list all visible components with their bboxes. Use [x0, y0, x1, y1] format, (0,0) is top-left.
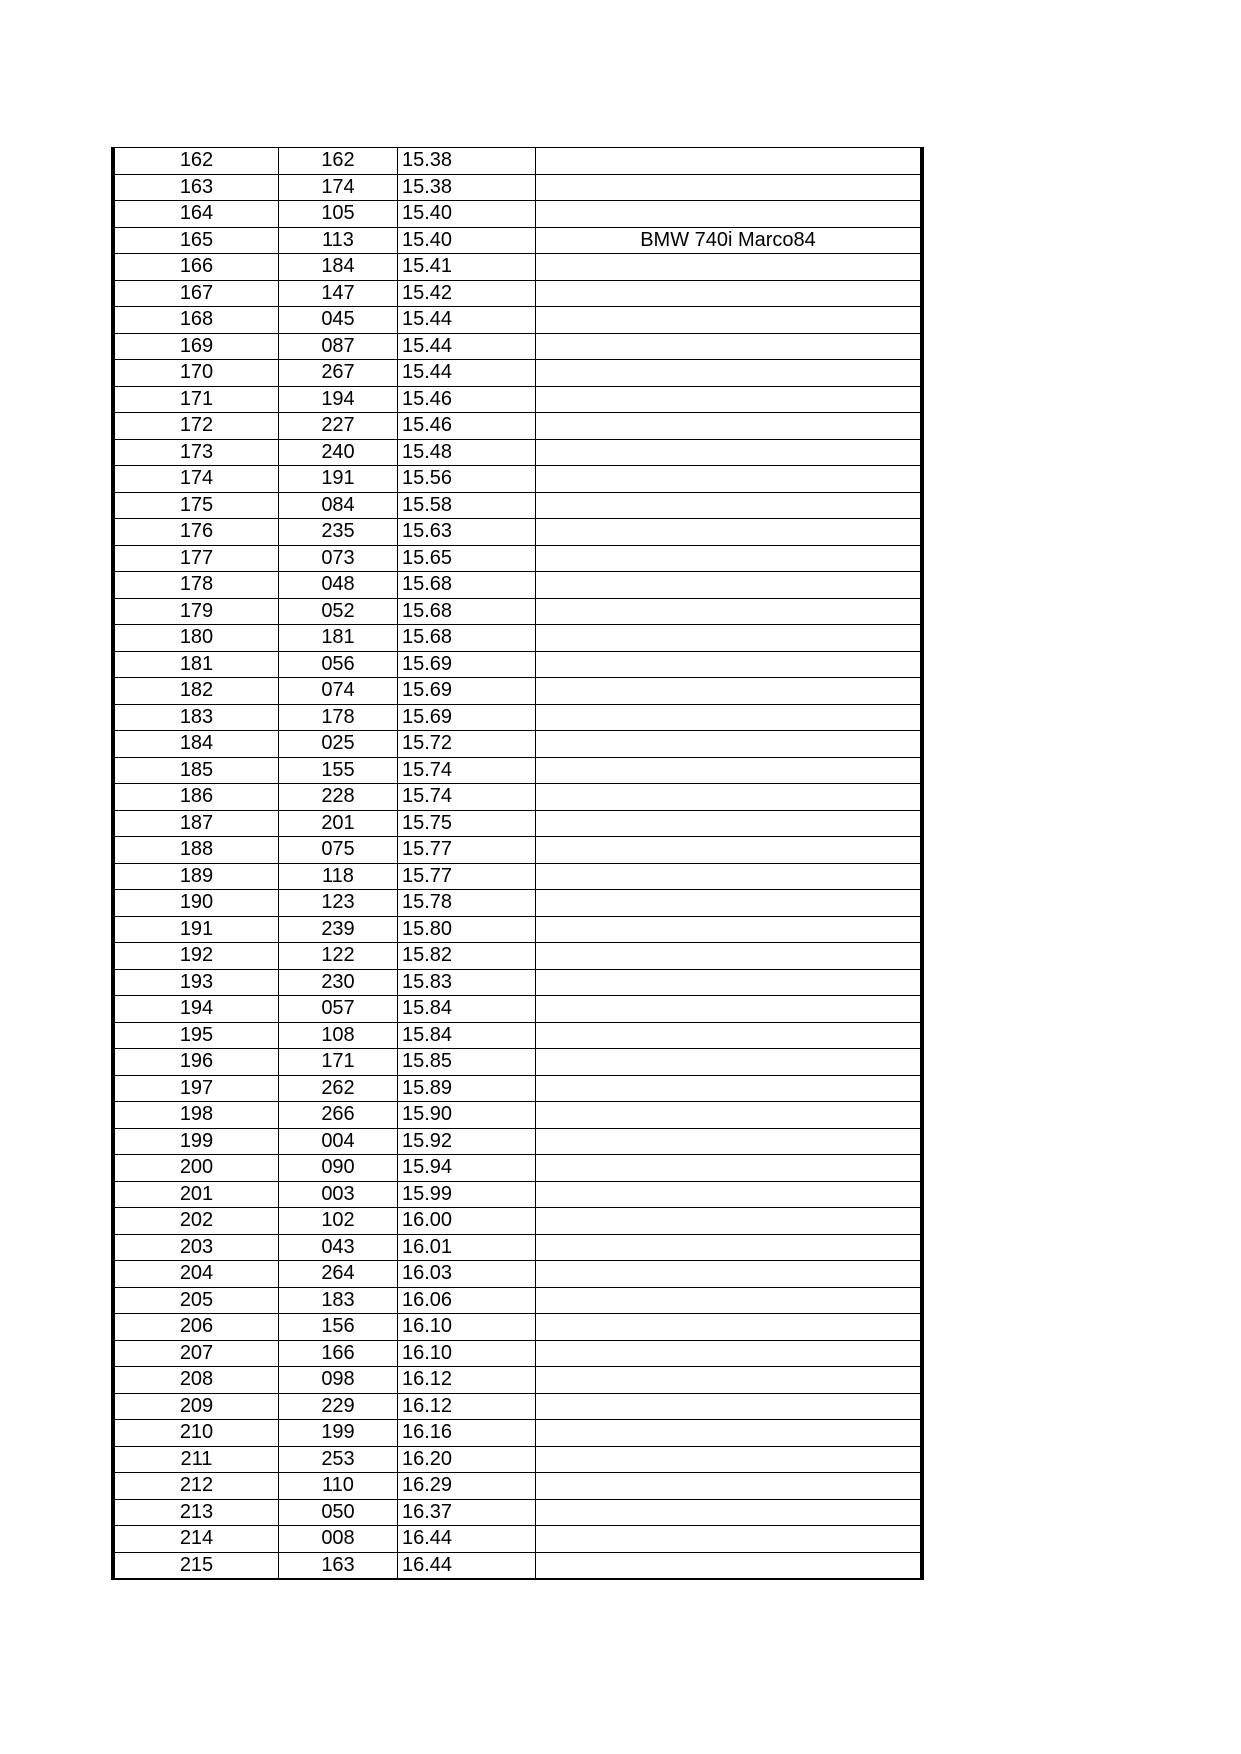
position-cell: 209: [113, 1393, 279, 1420]
table-row: [113, 1526, 922, 1553]
position-cell: 169: [113, 333, 279, 360]
note-cell: [536, 784, 923, 811]
time-cell: 16.37: [398, 1499, 536, 1526]
note-cell: [536, 174, 923, 201]
note-cell: [536, 1287, 923, 1314]
table-row: [113, 386, 922, 413]
start-number-cell: 266: [279, 1102, 398, 1129]
start-number-cell: 162: [279, 148, 398, 175]
note-cell: [536, 466, 923, 493]
start-number-cell: 147: [279, 280, 398, 307]
results-sheet: [111, 147, 924, 1580]
table-row: [113, 545, 922, 572]
position-cell: 208: [113, 1367, 279, 1394]
note-cell: [536, 1181, 923, 1208]
note-cell: [536, 360, 923, 387]
time-cell: 15.58: [398, 492, 536, 519]
start-number-cell: 194: [279, 386, 398, 413]
position-cell: 167: [113, 280, 279, 307]
note-cell: [536, 1128, 923, 1155]
note-cell: [536, 201, 923, 228]
start-number-cell: 122: [279, 943, 398, 970]
time-cell: 15.42: [398, 280, 536, 307]
table-row: [113, 1155, 922, 1182]
start-number-cell: 050: [279, 1499, 398, 1526]
start-number-cell: 057: [279, 996, 398, 1023]
table-row: [113, 519, 922, 546]
table-row: [113, 757, 922, 784]
table-row: [113, 625, 922, 652]
time-cell: 16.12: [398, 1367, 536, 1394]
position-cell: 168: [113, 307, 279, 334]
note-cell: [536, 1420, 923, 1447]
time-cell: 15.74: [398, 757, 536, 784]
time-cell: 15.38: [398, 148, 536, 175]
results-table-body: [113, 148, 922, 1580]
note-cell: [536, 1155, 923, 1182]
start-number-cell: 178: [279, 704, 398, 731]
position-cell: 163: [113, 174, 279, 201]
time-cell: 16.44: [398, 1526, 536, 1553]
note-cell: [536, 1552, 923, 1579]
start-number-cell: 048: [279, 572, 398, 599]
start-number-cell: 201: [279, 810, 398, 837]
position-cell: 195: [113, 1022, 279, 1049]
position-cell: 185: [113, 757, 279, 784]
table-row: [113, 1367, 922, 1394]
table-row: [113, 1340, 922, 1367]
table-row: [113, 916, 922, 943]
table-row: [113, 280, 922, 307]
time-cell: 15.44: [398, 307, 536, 334]
time-cell: 16.01: [398, 1234, 536, 1261]
time-cell: 15.69: [398, 678, 536, 705]
table-row: [113, 1261, 922, 1288]
position-cell: 172: [113, 413, 279, 440]
start-number-cell: 229: [279, 1393, 398, 1420]
note-cell: [536, 1075, 923, 1102]
start-number-cell: 105: [279, 201, 398, 228]
table-row: [113, 1102, 922, 1129]
position-cell: 181: [113, 651, 279, 678]
start-number-cell: 166: [279, 1340, 398, 1367]
note-cell: [536, 1234, 923, 1261]
time-cell: 15.89: [398, 1075, 536, 1102]
table-row: [113, 227, 922, 254]
table-row: [113, 996, 922, 1023]
start-number-cell: 171: [279, 1049, 398, 1076]
time-cell: 16.10: [398, 1340, 536, 1367]
time-cell: 15.44: [398, 333, 536, 360]
start-number-cell: 075: [279, 837, 398, 864]
note-cell: [536, 863, 923, 890]
note-cell: [536, 704, 923, 731]
table-row: [113, 307, 922, 334]
table-row: [113, 810, 922, 837]
table-row: [113, 837, 922, 864]
position-cell: 212: [113, 1473, 279, 1500]
position-cell: 190: [113, 890, 279, 917]
note-cell: [536, 1049, 923, 1076]
note-cell: [536, 757, 923, 784]
table-row: [113, 1393, 922, 1420]
start-number-cell: 045: [279, 307, 398, 334]
start-number-cell: 184: [279, 254, 398, 281]
note-cell: [536, 890, 923, 917]
note-cell: [536, 651, 923, 678]
start-number-cell: 025: [279, 731, 398, 758]
table-row: [113, 360, 922, 387]
table-row: [113, 651, 922, 678]
note-cell: [536, 1022, 923, 1049]
time-cell: 15.46: [398, 386, 536, 413]
start-number-cell: 191: [279, 466, 398, 493]
table-row: [113, 333, 922, 360]
position-cell: 207: [113, 1340, 279, 1367]
position-cell: 194: [113, 996, 279, 1023]
note-cell: [536, 916, 923, 943]
position-cell: 186: [113, 784, 279, 811]
time-cell: 16.10: [398, 1314, 536, 1341]
time-cell: 15.68: [398, 572, 536, 599]
note-cell: [536, 1102, 923, 1129]
start-number-cell: 004: [279, 1128, 398, 1155]
note-cell: [536, 625, 923, 652]
note-cell: BMW 740i Marco84: [536, 227, 923, 254]
table-row: [113, 1446, 922, 1473]
table-row: [113, 704, 922, 731]
position-cell: 166: [113, 254, 279, 281]
position-cell: 211: [113, 1446, 279, 1473]
start-number-cell: 087: [279, 333, 398, 360]
start-number-cell: 043: [279, 1234, 398, 1261]
note-cell: [536, 837, 923, 864]
table-row: [113, 1552, 922, 1579]
position-cell: 162: [113, 148, 279, 175]
table-row: [113, 1234, 922, 1261]
start-number-cell: 102: [279, 1208, 398, 1235]
note-cell: [536, 943, 923, 970]
time-cell: 15.84: [398, 1022, 536, 1049]
note-cell: [536, 996, 923, 1023]
position-cell: 174: [113, 466, 279, 493]
start-number-cell: 003: [279, 1181, 398, 1208]
table-row: [113, 890, 922, 917]
note-cell: [536, 678, 923, 705]
table-row: [113, 1075, 922, 1102]
note-cell: [536, 439, 923, 466]
time-cell: 15.56: [398, 466, 536, 493]
time-cell: 15.48: [398, 439, 536, 466]
position-cell: 205: [113, 1287, 279, 1314]
table-row: [113, 784, 922, 811]
time-cell: 15.69: [398, 704, 536, 731]
table-row: [113, 1473, 922, 1500]
time-cell: 15.99: [398, 1181, 536, 1208]
position-cell: 180: [113, 625, 279, 652]
note-cell: [536, 1340, 923, 1367]
time-cell: 15.63: [398, 519, 536, 546]
note-cell: [536, 545, 923, 572]
position-cell: 215: [113, 1552, 279, 1579]
position-cell: 192: [113, 943, 279, 970]
start-number-cell: 108: [279, 1022, 398, 1049]
start-number-cell: 118: [279, 863, 398, 890]
time-cell: 15.68: [398, 598, 536, 625]
position-cell: 210: [113, 1420, 279, 1447]
note-cell: [536, 413, 923, 440]
time-cell: 15.77: [398, 837, 536, 864]
table-row: [113, 439, 922, 466]
start-number-cell: 052: [279, 598, 398, 625]
time-cell: 15.90: [398, 1102, 536, 1129]
start-number-cell: 240: [279, 439, 398, 466]
table-row: [113, 731, 922, 758]
position-cell: 171: [113, 386, 279, 413]
time-cell: 15.82: [398, 943, 536, 970]
start-number-cell: 174: [279, 174, 398, 201]
note-cell: [536, 1499, 923, 1526]
time-cell: 15.83: [398, 969, 536, 996]
note-cell: [536, 810, 923, 837]
table-row: [113, 148, 922, 175]
start-number-cell: 264: [279, 1261, 398, 1288]
note-cell: [536, 1261, 923, 1288]
note-cell: [536, 519, 923, 546]
note-cell: [536, 280, 923, 307]
position-cell: 187: [113, 810, 279, 837]
table-row: [113, 1499, 922, 1526]
table-row: [113, 572, 922, 599]
position-cell: 204: [113, 1261, 279, 1288]
time-cell: 15.94: [398, 1155, 536, 1182]
start-number-cell: 163: [279, 1552, 398, 1579]
time-cell: 15.40: [398, 227, 536, 254]
time-cell: 16.20: [398, 1446, 536, 1473]
position-cell: 164: [113, 201, 279, 228]
start-number-cell: 008: [279, 1526, 398, 1553]
note-cell: [536, 1526, 923, 1553]
start-number-cell: 267: [279, 360, 398, 387]
note-cell: [536, 492, 923, 519]
start-number-cell: 235: [279, 519, 398, 546]
time-cell: 15.74: [398, 784, 536, 811]
table-row: [113, 1208, 922, 1235]
table-row: [113, 1287, 922, 1314]
position-cell: 188: [113, 837, 279, 864]
table-row: [113, 1128, 922, 1155]
start-number-cell: 253: [279, 1446, 398, 1473]
table-row: [113, 201, 922, 228]
time-cell: 16.03: [398, 1261, 536, 1288]
table-row: [113, 492, 922, 519]
note-cell: [536, 148, 923, 175]
time-cell: 15.68: [398, 625, 536, 652]
start-number-cell: 090: [279, 1155, 398, 1182]
table-row: [113, 254, 922, 281]
table-row: [113, 598, 922, 625]
table-row: [113, 943, 922, 970]
position-cell: 170: [113, 360, 279, 387]
time-cell: 15.80: [398, 916, 536, 943]
table-row: [113, 1049, 922, 1076]
note-cell: [536, 969, 923, 996]
start-number-cell: 239: [279, 916, 398, 943]
position-cell: 175: [113, 492, 279, 519]
table-row: [113, 863, 922, 890]
time-cell: 15.46: [398, 413, 536, 440]
note-cell: [536, 1367, 923, 1394]
note-cell: [536, 254, 923, 281]
start-number-cell: 110: [279, 1473, 398, 1500]
position-cell: 198: [113, 1102, 279, 1129]
position-cell: 201: [113, 1181, 279, 1208]
note-cell: [536, 333, 923, 360]
table-row: [113, 174, 922, 201]
position-cell: 165: [113, 227, 279, 254]
note-cell: [536, 731, 923, 758]
time-cell: 15.38: [398, 174, 536, 201]
start-number-cell: 227: [279, 413, 398, 440]
note-cell: [536, 572, 923, 599]
position-cell: 191: [113, 916, 279, 943]
time-cell: 15.78: [398, 890, 536, 917]
position-cell: 178: [113, 572, 279, 599]
position-cell: 196: [113, 1049, 279, 1076]
position-cell: 199: [113, 1128, 279, 1155]
position-cell: 197: [113, 1075, 279, 1102]
start-number-cell: 073: [279, 545, 398, 572]
table-row: [113, 1314, 922, 1341]
position-cell: 189: [113, 863, 279, 890]
time-cell: 15.69: [398, 651, 536, 678]
position-cell: 176: [113, 519, 279, 546]
start-number-cell: 113: [279, 227, 398, 254]
start-number-cell: 156: [279, 1314, 398, 1341]
start-number-cell: 074: [279, 678, 398, 705]
time-cell: 16.06: [398, 1287, 536, 1314]
time-cell: 16.16: [398, 1420, 536, 1447]
start-number-cell: 056: [279, 651, 398, 678]
table-row: [113, 1022, 922, 1049]
position-cell: 206: [113, 1314, 279, 1341]
results-table: [111, 147, 924, 1580]
start-number-cell: 230: [279, 969, 398, 996]
time-cell: 16.12: [398, 1393, 536, 1420]
table-row: [113, 413, 922, 440]
start-number-cell: 183: [279, 1287, 398, 1314]
time-cell: 15.77: [398, 863, 536, 890]
time-cell: 15.41: [398, 254, 536, 281]
time-cell: 15.92: [398, 1128, 536, 1155]
time-cell: 16.44: [398, 1552, 536, 1579]
position-cell: 173: [113, 439, 279, 466]
time-cell: 15.44: [398, 360, 536, 387]
position-cell: 193: [113, 969, 279, 996]
start-number-cell: 084: [279, 492, 398, 519]
time-cell: 15.85: [398, 1049, 536, 1076]
start-number-cell: 123: [279, 890, 398, 917]
table-row: [113, 969, 922, 996]
note-cell: [536, 1208, 923, 1235]
table-row: [113, 1420, 922, 1447]
position-cell: 214: [113, 1526, 279, 1553]
note-cell: [536, 1446, 923, 1473]
note-cell: [536, 598, 923, 625]
note-cell: [536, 307, 923, 334]
start-number-cell: 262: [279, 1075, 398, 1102]
note-cell: [536, 1393, 923, 1420]
time-cell: 15.75: [398, 810, 536, 837]
position-cell: 184: [113, 731, 279, 758]
table-row: [113, 678, 922, 705]
note-cell: [536, 1473, 923, 1500]
note-cell: [536, 386, 923, 413]
start-number-cell: 155: [279, 757, 398, 784]
position-cell: 213: [113, 1499, 279, 1526]
position-cell: 179: [113, 598, 279, 625]
position-cell: 200: [113, 1155, 279, 1182]
position-cell: 177: [113, 545, 279, 572]
start-number-cell: 098: [279, 1367, 398, 1394]
time-cell: 16.29: [398, 1473, 536, 1500]
start-number-cell: 181: [279, 625, 398, 652]
position-cell: 203: [113, 1234, 279, 1261]
start-number-cell: 228: [279, 784, 398, 811]
time-cell: 15.40: [398, 201, 536, 228]
position-cell: 182: [113, 678, 279, 705]
time-cell: 15.72: [398, 731, 536, 758]
time-cell: 15.84: [398, 996, 536, 1023]
time-cell: 16.00: [398, 1208, 536, 1235]
position-cell: 202: [113, 1208, 279, 1235]
time-cell: 15.65: [398, 545, 536, 572]
position-cell: 183: [113, 704, 279, 731]
note-cell: [536, 1314, 923, 1341]
start-number-cell: 199: [279, 1420, 398, 1447]
table-row: [113, 1181, 922, 1208]
table-row: [113, 466, 922, 493]
